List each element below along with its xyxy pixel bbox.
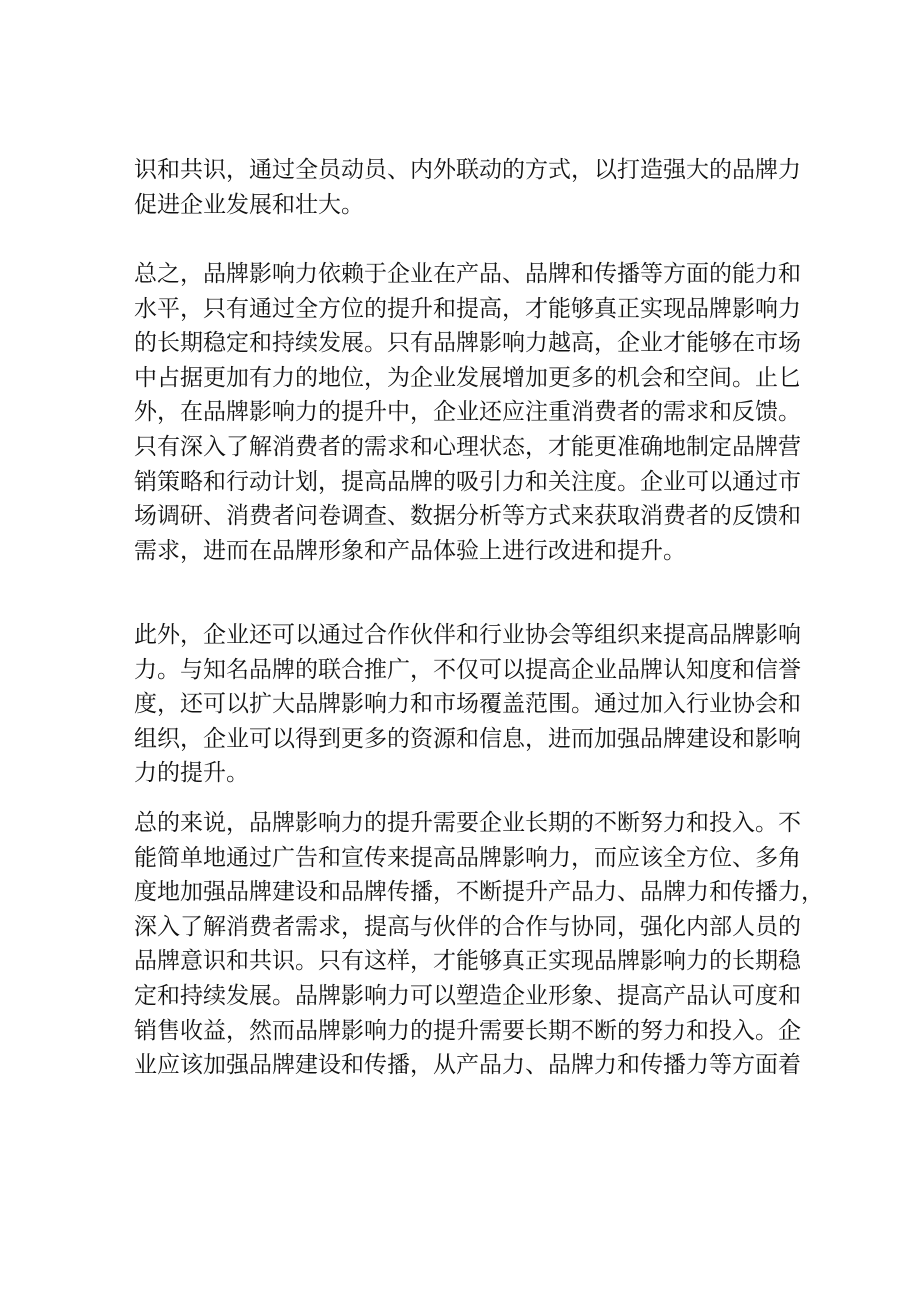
text-line: 水平，只有通过全方位的提升和提高，才能够真正实现品牌影响力 bbox=[134, 295, 801, 322]
text-line: 中占据更加有力的地位，为企业发展增加更多的机会和空间。止匕 bbox=[134, 364, 801, 391]
text-line: 能简单地通过广告和宣传来提高品牌影响力，而应该全方位、多角 bbox=[134, 844, 801, 871]
text-line: 度地加强品牌建设和品牌传播，不断提升产品力、品牌力和传播力， bbox=[134, 879, 824, 906]
text-line: 销策略和行动计划，提高品牌的吸引力和关注度。企业可以通过市 bbox=[134, 468, 801, 495]
text-line: 只有深入了解消费者的需求和心理状态，才能更准确地制定品牌营 bbox=[134, 433, 801, 460]
text-line: 外，在品牌影响力的提升中，企业还应注重消费者的需求和反馈。 bbox=[134, 399, 801, 426]
text-line: 总之，品牌影响力依赖于企业在产品、品牌和传播等方面的能力和 bbox=[134, 261, 801, 287]
text-line: 销售收益，然而品牌影响力的提升需要长期不断的努力和投入。企 bbox=[134, 1017, 801, 1044]
text-line: 识和共识，通过全员动员、内外联动的方式，以打造强大的品牌力 bbox=[134, 157, 801, 183]
paragraph-2 bbox=[134, 257, 824, 568]
text-line: 业应该加强品牌建设和传播，从产品力、品牌力和传播力等方面着 bbox=[134, 1052, 801, 1079]
text-line: 此外，企业还可以通过合作伙伴和行业协会等组织来提高品牌影响 bbox=[134, 622, 801, 648]
paragraph-4 bbox=[134, 806, 824, 1083]
text-line: 定和持续发展。品牌影响力可以塑造企业形象、提高产品认可度和 bbox=[134, 982, 801, 1009]
text-line: 需求，进而在品牌形象和产品体验上进行改进和提升。 bbox=[134, 537, 686, 564]
text-line: 场调研、消费者问卷调查、数据分析等方式来获取消费者的反馈和 bbox=[134, 503, 801, 530]
text-line: 品牌意识和共识。只有这样，才能够真正实现品牌影响力的长期稳 bbox=[134, 948, 801, 975]
text-line: 总的来说，品牌影响力的提升需要企业长期的不断努力和投入。不 bbox=[134, 810, 801, 836]
text-line: 力。与知名品牌的联合推广，不仅可以提高企业品牌认知度和信誉 bbox=[134, 656, 801, 683]
text-line: 促进企业发展和壮大。 bbox=[134, 191, 364, 218]
paragraph-3 bbox=[134, 618, 824, 791]
text-line: 深入了解消费者需求，提高与伙伴的合作与协同，强化内部人员的 bbox=[134, 913, 801, 940]
paragraph-1 bbox=[134, 153, 824, 222]
text-line: 组织，企业可以得到更多的资源和信息，进而加强品牌建设和影响 bbox=[134, 725, 801, 752]
text-line: 的长期稳定和持续发展。只有品牌影响力越高，企业才能够在市场 bbox=[134, 330, 801, 357]
text-line: 力的提升。 bbox=[134, 760, 249, 787]
text-line: 度，还可以扩大品牌影响力和市场覆盖范围。通过加入行业协会和 bbox=[134, 691, 801, 718]
